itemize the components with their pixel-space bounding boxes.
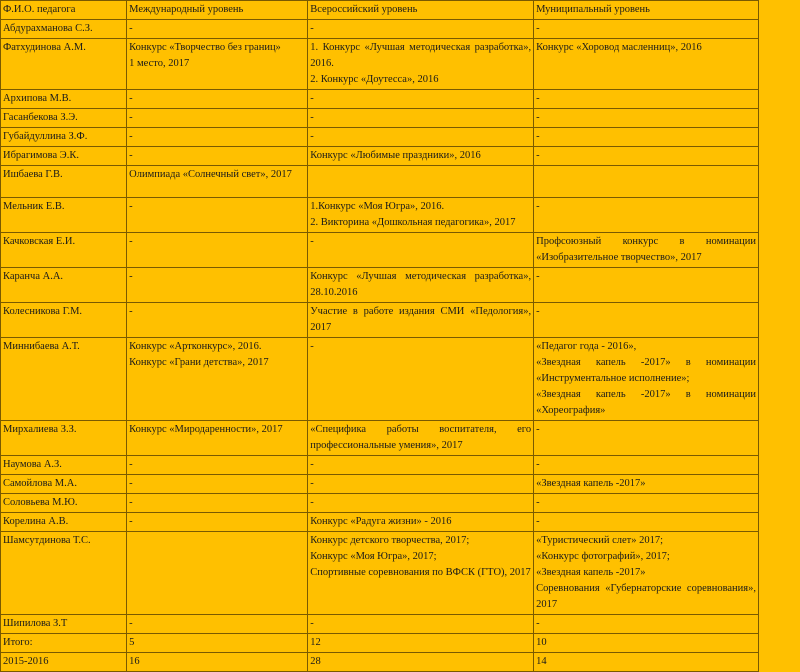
cell-line: 1. Конкурс «Лучшая методическая разработка», 2016. <box>310 42 532 69</box>
municipal-cell <box>534 268 759 303</box>
teacher-name-cell <box>1 338 127 421</box>
cell-line: Архипова М.В. <box>3 93 72 104</box>
cell-line: Конкурс «Хоровод масленниц», 2016 <box>536 42 702 53</box>
municipal-cell <box>534 494 759 513</box>
cell-line: 1 место, 2017 <box>129 58 190 69</box>
cell-line: 12 <box>310 637 321 648</box>
table-row <box>1 90 759 109</box>
cell-line: Колесникова Г.М. <box>3 306 83 317</box>
cell-line: Конкурс «Артконкурс», 2016. <box>129 341 262 352</box>
cell-line: - <box>310 497 314 508</box>
cell-line: Губайдуллина З.Ф. <box>3 131 88 142</box>
cell-line: Ибрагимова Э.К. <box>3 150 79 161</box>
all-russian-cell <box>308 166 534 198</box>
cell-line: - <box>536 271 540 282</box>
cell-line: «Педагог года - 2016», <box>536 341 637 352</box>
table-row <box>1 338 759 421</box>
table-row <box>1 494 759 513</box>
cell-line: Конкурс «Миродаренности», 2017 <box>129 424 283 435</box>
all-russian-cell <box>308 233 534 268</box>
cell-line: Мельник Е.В. <box>3 201 65 212</box>
international-cell <box>127 513 308 532</box>
teacher-name-cell <box>1 20 127 39</box>
cell-line: Шипилова З.Т <box>3 618 68 629</box>
header-municipal-level: Муниципальный уровень <box>534 1 759 20</box>
international-cell <box>127 20 308 39</box>
cell-line: - <box>129 459 133 470</box>
cell-line: Каранча А.А. <box>3 271 64 282</box>
municipal-cell <box>534 147 759 166</box>
all-russian-cell <box>308 198 534 233</box>
cell-line: - <box>310 459 314 470</box>
cell-line: - <box>129 93 133 104</box>
teacher-name-cell <box>1 128 127 147</box>
teacher-name-cell <box>1 198 127 233</box>
cell-line: Шамсутдинова Т.С. <box>3 535 91 546</box>
cell-line: - <box>536 93 540 104</box>
teacher-name-cell <box>1 233 127 268</box>
international-cell <box>127 233 308 268</box>
international-cell <box>127 90 308 109</box>
cell-line: Самойлова М.А. <box>3 478 77 489</box>
header-row <box>1 1 759 20</box>
cell-line: - <box>129 306 133 317</box>
cell-line: 28 <box>310 656 321 667</box>
table-row <box>1 20 759 39</box>
cell-line: Спортивные соревнования по ВФСК (ГТО), 2017 <box>310 567 531 578</box>
cell-line: - <box>536 150 540 161</box>
table-row <box>1 456 759 475</box>
international-cell <box>127 615 308 634</box>
teacher-name-cell <box>1 634 127 653</box>
all-russian-cell <box>308 494 534 513</box>
cell-line: «Звездная капель -2017» <box>536 478 646 489</box>
teacher-name-cell <box>1 653 127 672</box>
cell-line: 2. Конкурс «Доутесса», 2016 <box>310 74 439 85</box>
cell-line: - <box>536 618 540 629</box>
all-russian-cell <box>308 303 534 338</box>
teacher-name-cell <box>1 475 127 494</box>
table-row <box>1 615 759 634</box>
all-russian-cell <box>308 338 534 421</box>
cell-line: «Конкурс фотографий», 2017; <box>536 551 670 562</box>
table-row <box>1 166 759 198</box>
all-russian-cell <box>308 39 534 90</box>
cell-line: 5 <box>129 637 135 648</box>
cell-line: Конкурс «Радуга жизни» - 2016 <box>310 516 452 527</box>
teacher-name-cell <box>1 90 127 109</box>
cell-line: Итого: <box>3 637 33 648</box>
municipal-cell <box>534 532 759 615</box>
cell-line: Корелина А.В. <box>3 516 69 527</box>
cell-line: 2. Викторина «Дошкольная педагогика», 2017 <box>310 217 516 228</box>
cell-line: - <box>536 424 540 435</box>
all-russian-cell <box>308 20 534 39</box>
international-cell <box>127 532 308 615</box>
teacher-name-cell <box>1 421 127 456</box>
cell-line: Конкурс «Творчество без границ» <box>129 42 281 53</box>
cell-line: - <box>536 201 540 212</box>
teacher-name-cell <box>1 615 127 634</box>
municipal-cell <box>534 166 759 198</box>
all-russian-cell <box>308 513 534 532</box>
cell-line: Конкурс «Любимые праздники», 2016 <box>310 150 481 161</box>
cell-line: «Звездная капель -2017» <box>536 567 646 578</box>
cell-line: - <box>129 516 133 527</box>
cell-line: Качковская Е.И. <box>3 236 76 247</box>
cell-line: Миннибаева А.Т. <box>3 341 80 352</box>
table-row <box>1 198 759 233</box>
all-russian-cell <box>308 634 534 653</box>
table-row <box>1 109 759 128</box>
cell-line: - <box>310 131 314 142</box>
table-row <box>1 421 759 456</box>
cell-line: Фатхудинова А.М. <box>3 42 86 53</box>
all-russian-cell <box>308 456 534 475</box>
table-row <box>1 233 759 268</box>
international-cell <box>127 456 308 475</box>
cell-line: - <box>536 306 540 317</box>
cell-line: Конкурс «Лучшая методическая разработка», 28.10.2016 <box>310 271 532 298</box>
international-cell <box>127 653 308 672</box>
cell-line: Конкурс «Грани детства», 2017 <box>129 357 269 368</box>
cell-line: - <box>129 112 133 123</box>
international-cell <box>127 128 308 147</box>
cell-line: - <box>536 459 540 470</box>
international-cell <box>127 109 308 128</box>
cell-line: - <box>310 93 314 104</box>
teacher-name-cell <box>1 109 127 128</box>
municipal-cell <box>534 109 759 128</box>
cell-line: 2015-2016 <box>3 656 49 667</box>
cell-line: «Звездная капель -2017» в номинации «Инструментальное исполнение»; <box>536 357 756 384</box>
all-russian-cell <box>308 147 534 166</box>
international-cell <box>127 338 308 421</box>
cell-line: - <box>536 112 540 123</box>
cell-line: Конкурс «Моя Югра», 2017; <box>310 551 437 562</box>
municipal-cell <box>534 338 759 421</box>
cell-line: «Туристический слет» 2017; <box>536 535 664 546</box>
municipal-cell <box>534 456 759 475</box>
municipal-cell <box>534 303 759 338</box>
cell-line: 16 <box>129 656 140 667</box>
table-row <box>1 147 759 166</box>
all-russian-cell <box>308 421 534 456</box>
cell-line: Участие в работе издания СМИ «Педология», 2017 <box>310 306 532 333</box>
table-row <box>1 634 759 653</box>
cell-line: - <box>129 23 133 34</box>
cell-line: - <box>129 271 133 282</box>
municipal-cell <box>534 634 759 653</box>
cell-line: «Специфика работы воспитателя, его профессиональные умения», 2017 <box>310 424 532 451</box>
all-russian-cell <box>308 128 534 147</box>
teacher-name-cell <box>1 39 127 90</box>
international-cell <box>127 494 308 513</box>
cell-line: - <box>310 236 314 247</box>
cell-line: Олимпиада «Солнечный свет», 2017 <box>129 169 292 180</box>
all-russian-cell <box>308 653 534 672</box>
teacher-name-cell <box>1 147 127 166</box>
cell-line: Абдурахманова С.З. <box>3 23 93 34</box>
cell-line: - <box>310 341 314 352</box>
table-body <box>1 20 759 672</box>
cell-line: Соловьева М.Ю. <box>3 497 78 508</box>
international-cell <box>127 303 308 338</box>
teacher-name-cell <box>1 532 127 615</box>
table-row <box>1 513 759 532</box>
municipal-cell <box>534 39 759 90</box>
teacher-name-cell <box>1 166 127 198</box>
table-row <box>1 532 759 615</box>
international-cell <box>127 147 308 166</box>
cell-line: - <box>536 23 540 34</box>
header-teacher-name: Ф.И.О. педагога <box>1 1 127 20</box>
cell-line: 14 <box>536 656 547 667</box>
teacher-name-cell <box>1 268 127 303</box>
teacher-name-cell <box>1 513 127 532</box>
cell-line: «Звездная капель -2017» в номинации «Хореография» <box>536 389 756 416</box>
municipal-cell <box>534 421 759 456</box>
cell-line: - <box>536 497 540 508</box>
cell-line: - <box>536 131 540 142</box>
cell-line: - <box>129 236 133 247</box>
table-row <box>1 268 759 303</box>
municipal-cell <box>534 653 759 672</box>
municipal-cell <box>534 513 759 532</box>
cell-line: - <box>129 201 133 212</box>
cell-line: Соревнования «Губернаторские соревнования», 2017 <box>536 583 756 610</box>
all-russian-cell <box>308 532 534 615</box>
table-row <box>1 128 759 147</box>
table-row <box>1 39 759 90</box>
header-international-level: Международный уровень <box>127 1 308 20</box>
all-russian-cell <box>308 268 534 303</box>
international-cell <box>127 421 308 456</box>
international-cell <box>127 39 308 90</box>
cell-line: Гасанбекова З.Э. <box>3 112 78 123</box>
municipal-cell <box>534 128 759 147</box>
cell-line: 1.Конкурс «Моя Югра», 2016. <box>310 201 445 212</box>
cell-line: - <box>310 618 314 629</box>
municipal-cell <box>534 233 759 268</box>
header-all-russian-level: Всероссийский уровень <box>308 1 534 20</box>
cell-line: Наумова А.З. <box>3 459 62 470</box>
cell-line: Ишбаева Г.В. <box>3 169 63 180</box>
municipal-cell <box>534 475 759 494</box>
all-russian-cell <box>308 109 534 128</box>
international-cell <box>127 268 308 303</box>
teacher-name-cell <box>1 456 127 475</box>
cell-line: - <box>129 131 133 142</box>
teacher-name-cell <box>1 303 127 338</box>
cell-line: - <box>536 516 540 527</box>
municipal-cell <box>534 20 759 39</box>
international-cell <box>127 475 308 494</box>
municipal-cell <box>534 90 759 109</box>
all-russian-cell <box>308 475 534 494</box>
cell-line: 10 <box>536 637 547 648</box>
municipal-cell <box>534 198 759 233</box>
international-cell <box>127 634 308 653</box>
international-cell <box>127 166 308 198</box>
cell-line: - <box>129 150 133 161</box>
cell-line: Профсоюзный конкурс в номинации «Изобразительное творчество», 2017 <box>536 236 756 263</box>
cell-line: - <box>310 23 314 34</box>
cell-line: - <box>129 478 133 489</box>
cell-line: - <box>129 497 133 508</box>
teacher-name-cell <box>1 494 127 513</box>
all-russian-cell <box>308 90 534 109</box>
cell-line: Мирхалиева З.З. <box>3 424 77 435</box>
municipal-cell <box>534 615 759 634</box>
all-russian-cell <box>308 615 534 634</box>
international-cell <box>127 198 308 233</box>
cell-line: - <box>129 618 133 629</box>
table-row <box>1 475 759 494</box>
cell-line: - <box>310 478 314 489</box>
table-row <box>1 303 759 338</box>
table-row <box>1 653 759 672</box>
cell-line: Конкурс детского творчества, 2017; <box>310 535 470 546</box>
cell-line: - <box>310 112 314 123</box>
